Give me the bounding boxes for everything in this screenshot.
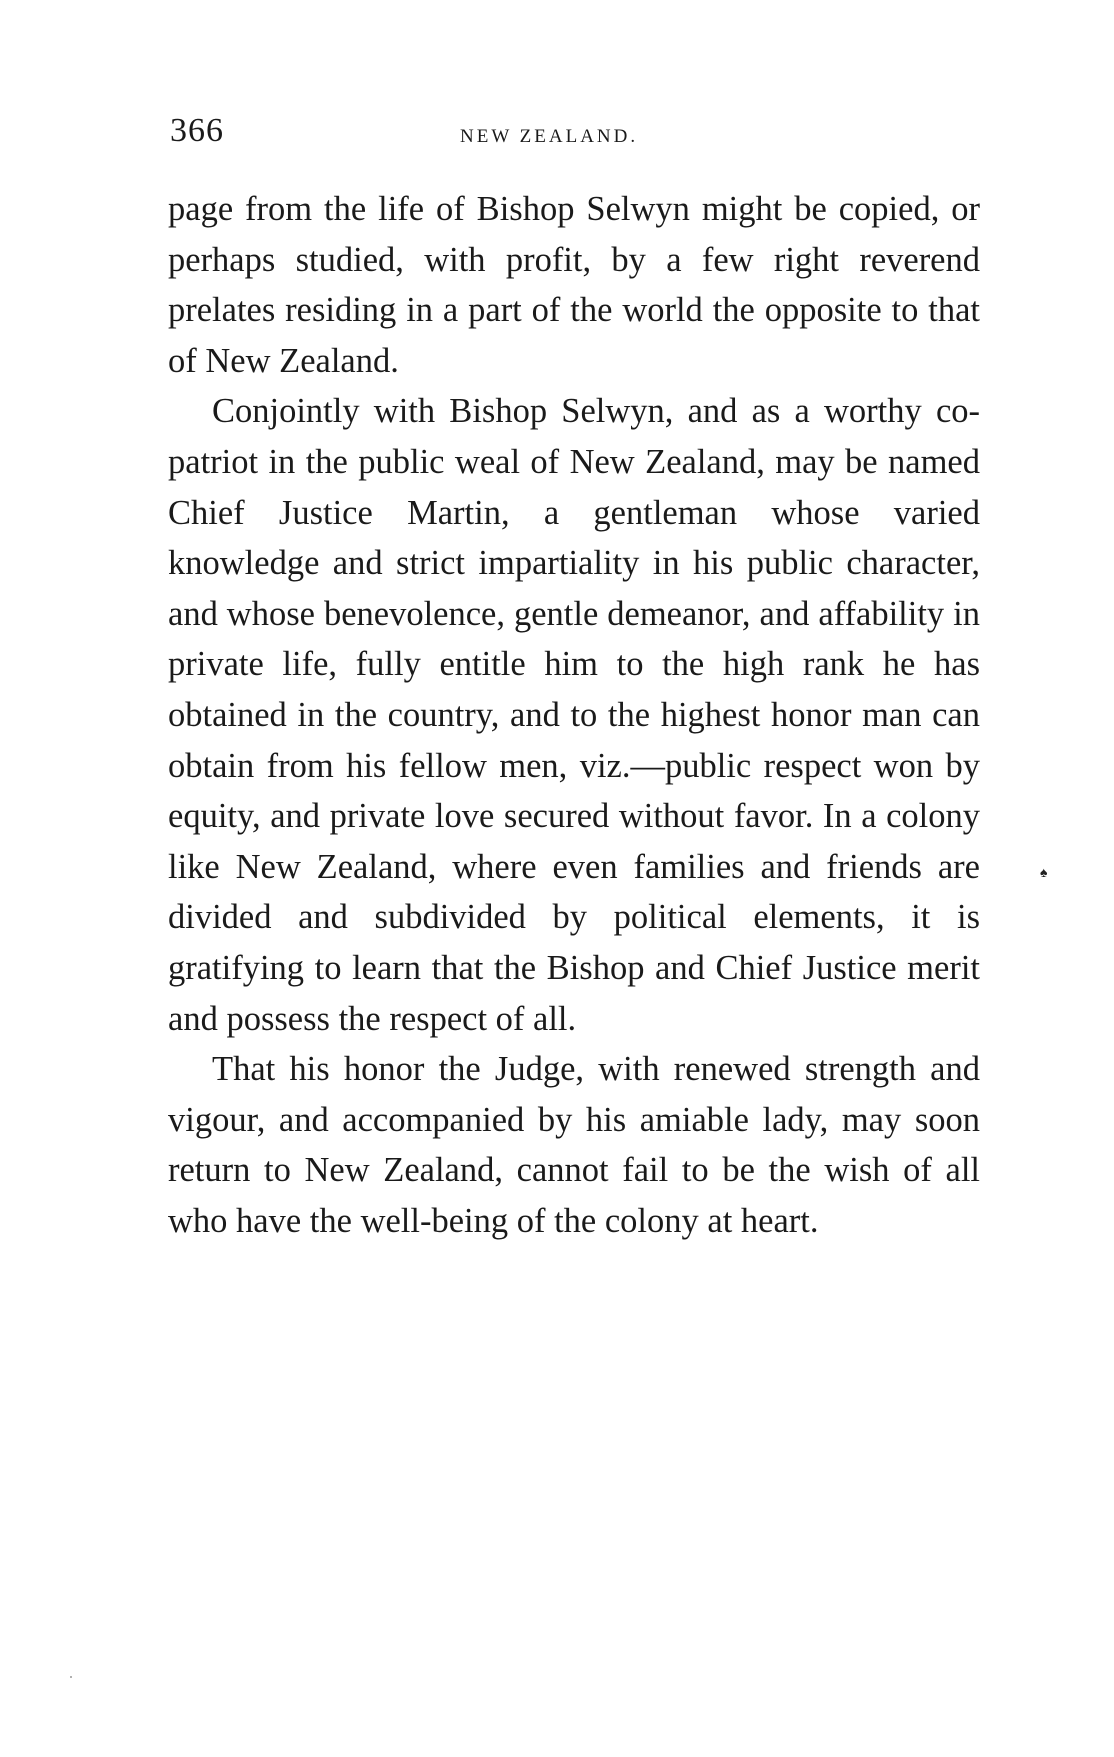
margin-mark-icon: ♠ xyxy=(1040,866,1048,881)
paragraph-judge-return: That his honor the Judge, with renewed strength and vigour, and accompanied by his amiable lady, may soon return to New Zealand, cannot fail to be the wish of all who have the well-being of the colony at heart. xyxy=(168,1050,980,1240)
paragraph-continued: page from the life of Bishop Selwyn might be copied, or perhaps studied, with profit, by a few right reverend prelates residing in a part of the world the opposite to that of New Zealand. xyxy=(168,190,980,380)
body-text xyxy=(168,184,980,1246)
page-number: 366 xyxy=(170,112,224,149)
running-title: NEW ZEALAND. xyxy=(460,126,639,147)
paper-speck xyxy=(70,1676,72,1678)
page-header xyxy=(170,112,980,152)
paragraph-chief-justice: Conjointly with Bishop Selwyn, and as a worthy co-patriot in the public weal of New Zealand, may be named Chief Justice Martin, a gentleman whose varied knowledge and strict impartiality in his public character, and whose benevolence, gentle demeanor, and affability in private life, fully entitle him to the high rank he has obtained in the country, and to the highest honor man can obtain from his fellow men, viz.—public respect won by equity, and private love secured without favor. In a colony like New Zealand, where even families and friends are divided and subdivided by political elements, it is gratifying to learn that the Bishop and Chief Justice merit and possess the respect of all. xyxy=(168,392,980,1038)
